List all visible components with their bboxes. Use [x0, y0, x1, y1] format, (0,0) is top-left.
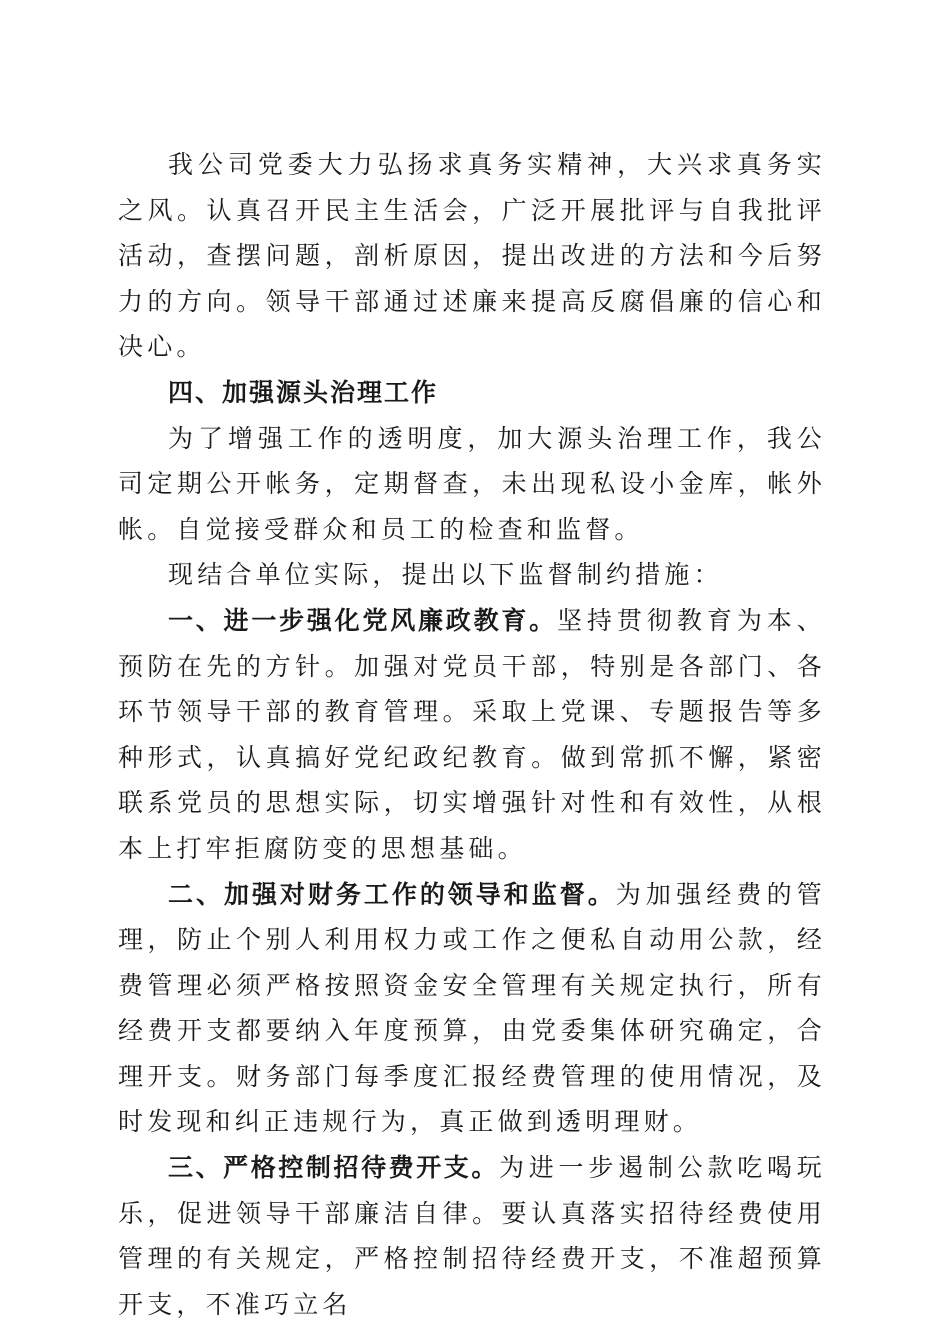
document-body	[118, 142, 826, 1327]
paragraph-text: 现结合单位实际，提出以下监督制约措施：	[168, 560, 723, 590]
measure-lead: 二、加强对财务工作的领导和监督。	[168, 879, 616, 909]
measure-one-education	[118, 598, 826, 872]
measure-two-finance	[118, 872, 826, 1146]
measure-lead: 三、严格控制招待费开支。	[168, 1153, 499, 1183]
paragraph-measures-intro	[118, 552, 826, 598]
paragraph-text: 为了增强工作的透明度，加大源头治理工作，我公司定期公开帐务，定期督查，未出现私设小金库，帐外帐。自觉接受群众和员工的检查和监督。	[118, 423, 826, 544]
measure-text: 坚持贯彻教育为本、预防在先的方针。加强对党员干部，特别是各部门、各环节领导干部的教育管理。采取上党课、专题报告等多种形式，认真搞好党纪政纪教育。做到常抓不懈，紧密联系党员的思想实际，切实增强针对性和有效性，从根本上打牢拒腐防变的思想基础。	[118, 605, 826, 863]
measure-text: 为加强经费的管理，防止个别人利用权力或工作之便私自动用公款，经费管理必须严格按照资金安全管理有关规定执行，所有经费开支都要纳入年度预算，由党委集体研究确定，合理开支。财务部门每季度汇报经费管理的使用情况，及时发现和纠正违规行为，真正做到透明理财。	[118, 879, 826, 1137]
measure-text: 为进一步遏制公款吃喝玩乐，促进领导干部廉洁自律。要认真落实招待经费使用管理的有关规定，严格控制招待经费开支，不准超预算开支，不准巧立名	[118, 1153, 826, 1319]
paragraph-transparency	[118, 416, 826, 553]
measure-lead: 一、进一步强化党风廉政教育。	[168, 605, 557, 635]
section-heading-source-governance	[118, 370, 826, 416]
paragraph-text: 我公司党委大力弘扬求真务实精神，大兴求真务实之风。认真召开民主生活会，广泛开展批评与自我批评活动，查摆问题，剖析原因，提出改进的方法和今后努力的方向。领导干部通过述廉来提高反腐倡廉的信心和决心。	[118, 150, 826, 362]
measure-three-hospitality	[118, 1145, 826, 1327]
paragraph-party-committee	[118, 142, 826, 370]
heading-text: 四、加强源头治理工作	[168, 377, 439, 407]
